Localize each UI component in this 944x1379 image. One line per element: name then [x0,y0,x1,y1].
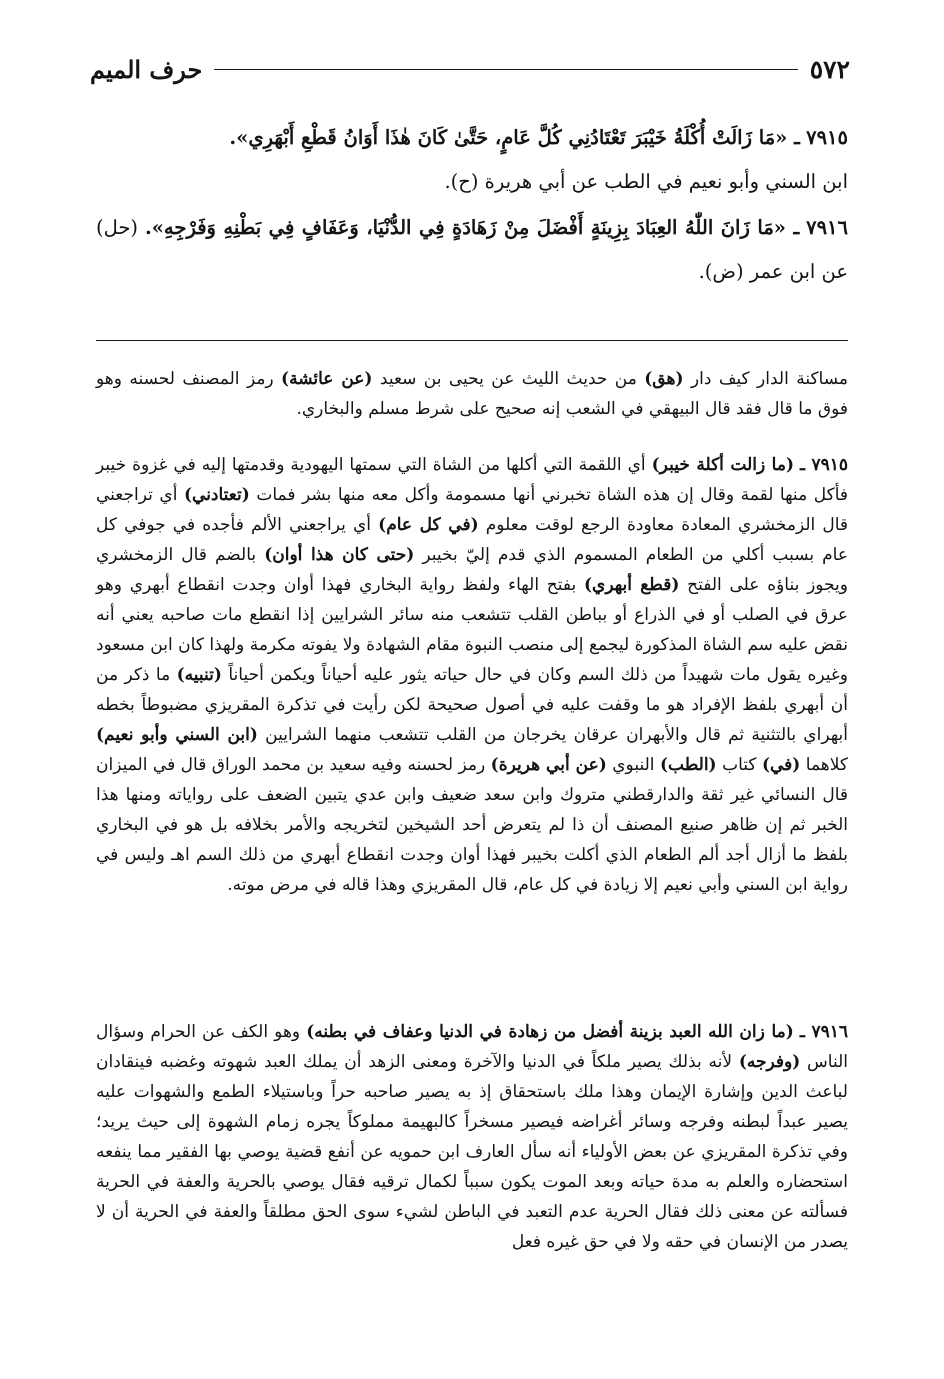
commentary-text: وهو الكف عن الحرام وسؤال الناس [96,1022,848,1072]
commentary-text: لأنه بذلك يصير ملكاً في الدنيا والآخرة ومعنى الزهد أن يملك العبد شهوته وغضبه فينقادان لباعث الدين وإشارة الإيمان وهذا ملك باستحقاق إذ به يصير صاحبه حراً وباستيلاء الطمع والشهوات عليه يصير عبداً لبطنه وفرجه وسائر أغراضه فيصير مسخراً كالبهيمة مملوكاً يجره زمام الشهوة إلى حيث يريد؛ وفي تذكرة المقريزي عن بعض الأولياء أنه سأل العارف ابن حمويه عن أنفع قضية يوصي بها الفقير مما ينفعه استحضاره والعلم به مدة حياته وبعد الموت يكون سبباً لكمال ترقيه فقال يوصي بالحرية والعفة في الحرية فسألته عن معنى ذلك فقال الحرية عدم التعبد في الباطن لشيء سوى الحق مطلقاً والعفة في الحرية أن لا يصدر من الإنسان في حقه ولا في حق غيره فعل [96,1052,848,1252]
commentary-text: بالضم قال الزمخشري ويجوز بناؤه على الفتح [96,545,848,595]
commentary-text: مساكنة الدار كيف دار [683,369,848,389]
commentary-term: (قطع أبهري) [583,575,680,595]
page-number: ٥٧٢ [809,54,850,84]
commentary-term: (عن عائشة) [281,369,373,389]
commentary-term: (تعتادني) [183,485,250,505]
commentary-text: رمز لحسنه وفيه سعيد بن محمد الوراق قال في الميزان قال النسائي غير ثقة والدارقطني متروك وابن سعد ضعيف وابن عدي يتبين الضعف على رواياته ومنها هذا الخبر ثم إن ظاهر صنيع المصنف أن ذا لم يتعرض أحد الشيخين لتخريجه والأمر بخلافه بل هو في البخاري بلفظ ما أزال أجد ألم الطعام الذي أكلت بخيبر فهذا أوان وجدت انقطاع أبهري من ذلك السم اهـ وليس في رواية ابن السني وأبي نعيم إلا زيادة في كل عام، قال المقريزي وهذا قاله في مرض موته. [96,755,848,895]
commentary-text: كلاهما [800,755,849,775]
hadith-7915 [96,116,848,204]
section-title: حرف الميم [90,54,203,84]
commentary-term: (في كل عام) [378,515,479,535]
commentary-term: (ما زان الله العبد بزينة أفضل من زهادة في الدنيا وعفاف في بطنه) [306,1022,794,1042]
hadith-dash: ـ [785,216,800,239]
hadith-text: «مَا زَالَتْ أُكْلَةُ خَيْبَرَ تَعْتَادُنِي كُلَّ عَامٍ، حَتَّىٰ كَانَ هٰذَا أَوَانُ قَطْعِ أَبْهَرِي». [229,126,788,149]
commentary-7916 [96,1017,848,1257]
commentary-number: ٧٩١٥ ـ [800,455,849,475]
commentary-term: (الطب) [659,755,717,775]
hadith-7916 [96,206,848,294]
commentary-text: بفتح الهاء ولفظ رواية البخاري فهذا أوان وجدت انقطاع أبهري وهو عرق في الصلب أو في الذراع أو بباطن القلب تتشعب منه سائر الشرايين إذا انقطع مات صاحبه يعني أنه نقض عليه سم الشاة المذكورة ليجمع إلى منصب النبوة مقام الشهادة ولا يفوته مكرمة ولهذا كان ابن مسعود وغيره يقول مات شهيداً من ذلك السم وكان في حال حياته يثور عليه أحياناً ويكمن أحياناً [96,575,849,685]
commentary-7915 [96,450,848,900]
commentary-term: (في) [761,755,801,775]
commentary-text: رمز المصنف لحسنه وهو فوق ما قال فقد قال البيهقي في الشعب إنه صحيح على شرط مسلم والبخاري. [96,369,848,419]
commentary-term: (عن أبي هريرة) [490,755,607,775]
commentary-term: (ما زالت أكلة خيبر) [651,455,795,475]
hadith-source: (حل) عن ابن عمر (ض). [96,216,848,283]
commentary-term: (هق) [644,369,684,389]
commentary-text: كتاب [716,755,762,775]
commentary-term: (تنبيه) [176,665,222,685]
header-rule [214,69,797,70]
commentary-text: ما ذكر من أن أبهري بلفظ الإفراد هو ما وقفت عليه في أصول صحيحة لكن رأيت في تذكرة المقريزي مضبوطاً بخطه أبهراي بالتثنية ثم قال والأبهران عرقان يخرجان من القلب تتشعب منهما الشرايين [96,665,849,745]
page-header [90,52,850,86]
commentary-text: أي اللقمة التي أكلها من الشاة التي سمتها اليهودية وقدمتها إليه في غزوة خيبر فأكل منها لقمة وقال إن هذه الشاة تخبرني أنها مسمومة وأكل معه منها بشر فمات [96,455,848,505]
commentary-text: من حديث الليث عن يحيى بن سعيد [372,369,645,389]
commentary-text: أي تراجعني قال الزمخشري المعادة معاودة الرجع لوقت معلوم [96,485,849,535]
commentary-term: (وفرجه) [738,1052,801,1072]
hadith-text: «مَا زَانَ اللّٰهُ العِبَادَ بِزِينَةٍ أَفْضَلَ مِنْ زَهَادَةٍ فِي الدُّنْيَا، وَعَفَافٍ فِي بَطْنِهِ وَفَرْجِهِ». [144,216,786,239]
commentary-text: أي يراجعني الألم فأجده في جوفي كل عام بسبب أكلي من الطعام المسموم الذي قدم إليّ بخيبر [96,515,848,565]
hadith-source: ابن السني وأبو نعيم في الطب عن أبي هريرة (ح). [444,170,848,193]
commentary-number: ٧٩١٦ ـ [799,1022,849,1042]
hadith-dash: ـ [787,126,800,149]
hadith-number: ٧٩١٥ [806,126,848,149]
commentary-term: (ابن السني وأبو نعيم) [96,725,258,745]
commentary-intro [96,364,848,424]
footnote-divider [96,340,848,341]
hadith-number: ٧٩١٦ [806,216,848,239]
commentary-text: النبوي [606,755,660,775]
commentary-term: (حتى كان هذا أوان) [264,545,415,565]
